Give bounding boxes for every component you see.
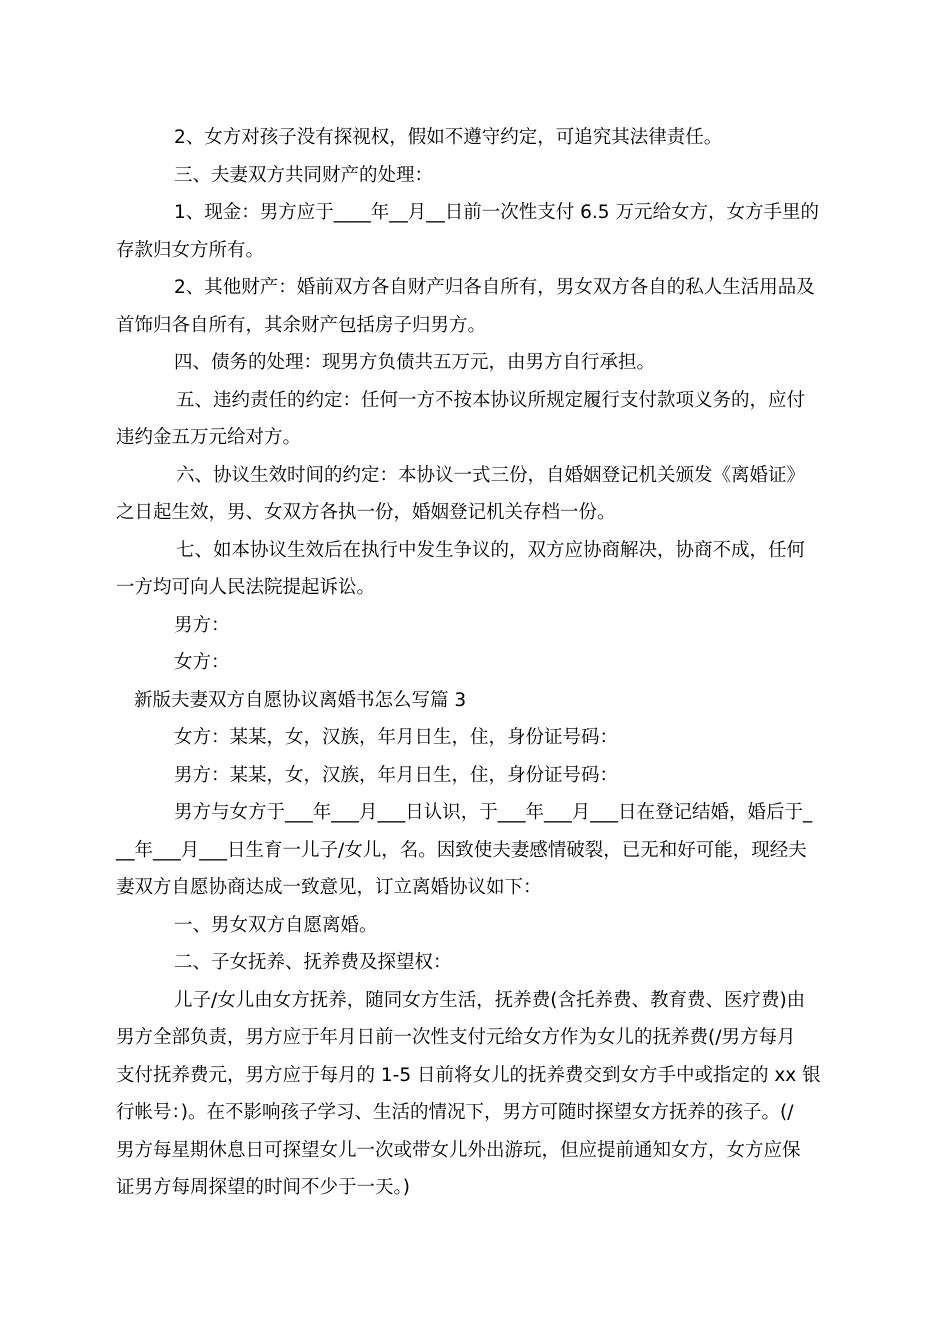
section-heading: 五、违约责任的约定：任何一方不按本协议所规定履行支付款项义务的，应付 bbox=[176, 390, 806, 411]
signature-label-female: 女方： bbox=[174, 652, 230, 673]
party-info-male: 男方：某某，女，汉族，年月日生，住，身份证号码： bbox=[174, 765, 619, 786]
paragraph-line: 2、其他财产：婚前双方各自财产归各自所有，男女双方各自的私人生活用品及 bbox=[174, 277, 815, 298]
section-heading: 一、男女双方自愿离婚。 bbox=[174, 915, 378, 936]
paragraph-line: 男方全部负责，男方应于年月日前一次性支付元给女方作为女儿的抚养费(/男方每月 bbox=[116, 1027, 796, 1048]
paragraph-line: 儿子/女儿由女方抚养，随同女方生活，抚养费(含托养费、教育费、医疗费)由 bbox=[174, 990, 806, 1011]
section-heading: 六、协议生效时间的约定：本协议一式三份，自婚姻登记机关颁发《离婚证》 bbox=[176, 465, 806, 486]
paragraph-line: 首饰归各自所有，其余财产包括房子归男方。 bbox=[116, 315, 487, 336]
section-heading: 七、如本协议生效后在执行中发生争议的，双方应协商解决，协商不成，任何 bbox=[176, 540, 806, 561]
paragraph-line: 违约金五万元给对方。 bbox=[116, 427, 302, 448]
paragraph-line: 之日起生效，男、女双方各执一份，婚姻登记机关存档一份。 bbox=[116, 502, 616, 523]
paragraph-line: 存款归女方所有。 bbox=[116, 240, 265, 261]
section-heading: 四、债务的处理：现男方负债共五万元，由男方自行承担。 bbox=[174, 352, 656, 373]
paragraph-line: 行帐号：)。在不影响孩子学习、生活的情况下，男方可随时探望女方抚养的孩子。(/ bbox=[116, 1102, 794, 1123]
paragraph-line: 一方均可向人民法院提起诉讼。 bbox=[116, 577, 376, 598]
section-heading: 三、夫妻双方共同财产的处理： bbox=[174, 165, 434, 186]
paragraph-line: 妻双方自愿协商达成一致意见，订立离婚协议如下： bbox=[116, 877, 542, 898]
section-heading: 二、子女抚养、抚养费及探望权： bbox=[174, 952, 452, 973]
paragraph-line: 1、现金：男方应于____年__月__日前一次性支付 6.5 万元给女方，女方手里的 bbox=[174, 202, 819, 223]
paragraph-line: 男方与女方于___年___月___日认识，于___年___月___日在登记结婚，婚后于_ bbox=[174, 802, 813, 823]
paragraph-line: 支付抚养费元，男方应于每月的 1-5 日前将女儿的抚养费交到女方手中或指定的 xx 银 bbox=[116, 1065, 821, 1086]
paragraph-line: __年___月___日生育一儿子/女儿，名。因致使夫妻感情破裂，已无和好可能，现经夫 bbox=[116, 840, 807, 861]
signature-label-male: 男方： bbox=[174, 615, 230, 636]
paragraph-line: 证男方每周探望的时间不少于一天。) bbox=[116, 1177, 410, 1198]
document-title: 新版夫妻双方自愿协议离婚书怎么写篇 3 bbox=[134, 690, 467, 711]
paragraph-line: 2、女方对孩子没有探视权，假如不遵守约定，可追究其法律责任。 bbox=[174, 127, 723, 148]
paragraph-line: 男方每星期休息日可探望女儿一次或带女儿外出游玩，但应提前通知女方，女方应保 bbox=[116, 1140, 801, 1161]
party-info-female: 女方：某某，女，汉族，年月日生，住，身份证号码： bbox=[174, 727, 619, 748]
